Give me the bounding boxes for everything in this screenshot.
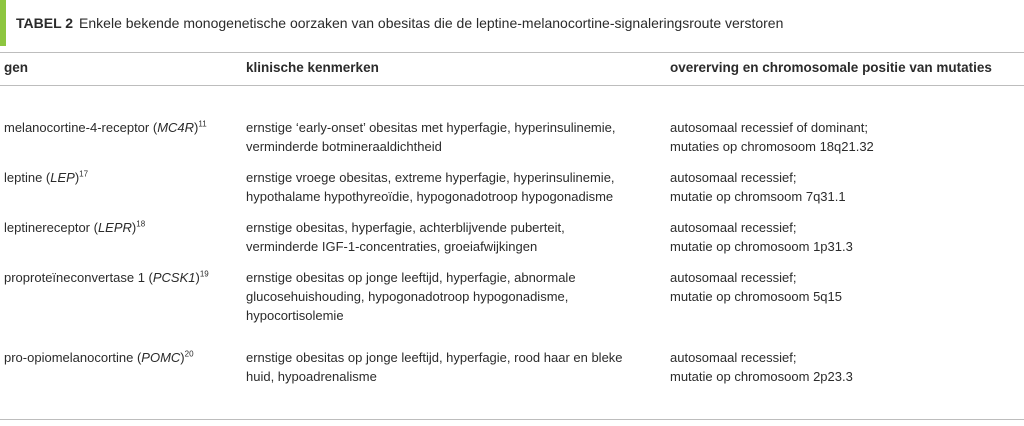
gene-symbol: MC4R — [157, 120, 195, 135]
clinical-cell: ernstige obesitas op jonge leeftijd, hyperfagie, abnormale glucosehuishouding, hypogonadotroop hypogonadisme, hypocortisolemie — [246, 270, 576, 323]
gene-symbol: LEP — [50, 170, 75, 185]
table-label: TABEL 2 — [16, 15, 74, 31]
gene-cell: pro-opiomelanocortine (POMC)$^{20}$ — [4, 349, 194, 365]
header-inheritance: overerving en chromosomale positie van mutaties — [670, 60, 992, 75]
gene-cell: proproteïneconvertase 1 (PCSK1)$^{19}$ — [4, 269, 209, 285]
inheritance-cell: autosomaal recessief; mutatie op chromsoom 7q31.1 — [670, 170, 846, 204]
clinical-cell: ernstige vroege obesitas, extreme hyperfagie, hyperinsulinemie, hypothalame hypothyreoïdie, hypogonadotroop hypogonadisme — [246, 170, 615, 204]
table-title: Enkele bekende monogenetische oorzaken van obesitas die de leptine-melanocortine-signaleringsroute verstoren — [79, 15, 784, 31]
table-caption — [0, 0, 1024, 46]
header-gene: gen — [4, 60, 29, 75]
clinical-cell: ernstige obesitas, hyperfagie, achterblijvende puberteit, verminderde IGF-1-concentraties, groeiafwijkingen — [246, 220, 565, 254]
reference-number: 17 — [79, 169, 89, 179]
reference-number: 11 — [198, 119, 207, 129]
bottom-rule — [0, 419, 1024, 420]
gene-symbol: PCSK1 — [152, 270, 196, 285]
inheritance-cell: autosomaal recessief; mutatie op chromosoom 1p31.3 — [670, 220, 853, 254]
reference-number: 19 — [199, 269, 209, 279]
gene-cell: leptine (LEP)$^{17}$ — [4, 169, 89, 185]
reference-number: 20 — [184, 349, 194, 359]
inheritance-cell: autosomaal recessief; mutatie op chromosoom 5q15 — [670, 270, 842, 304]
clinical-cell: ernstige obesitas op jonge leeftijd, hyperfagie, rood haar en bleke huid, hypoadrenalisme — [246, 350, 623, 384]
gene-symbol: POMC — [141, 350, 181, 365]
clinical-cell: ernstige ‘early-onset’ obesitas met hyperfagie, hyperinsulinemie, verminderde botmineraaldichtheid — [246, 120, 616, 154]
gene-cell: melanocortine-4-receptor $(MC4R)^{11}$ — [4, 119, 207, 135]
gene-symbol: LEPR — [97, 220, 132, 235]
top-rule — [0, 52, 1024, 53]
inheritance-cell: autosomaal recessief; mutatie op chromosoom 2p23.3 — [670, 350, 853, 384]
reference-number: 18 — [136, 219, 146, 229]
gene-cell: leptinereceptor (LEPR)$^{18}$ — [4, 219, 146, 235]
header-rule — [0, 85, 1024, 86]
header-clinical: klinische kenmerken — [246, 60, 379, 75]
inheritance-cell: autosomaal recessief of dominant; mutaties op chromosoom 18q21.32 — [670, 120, 874, 154]
